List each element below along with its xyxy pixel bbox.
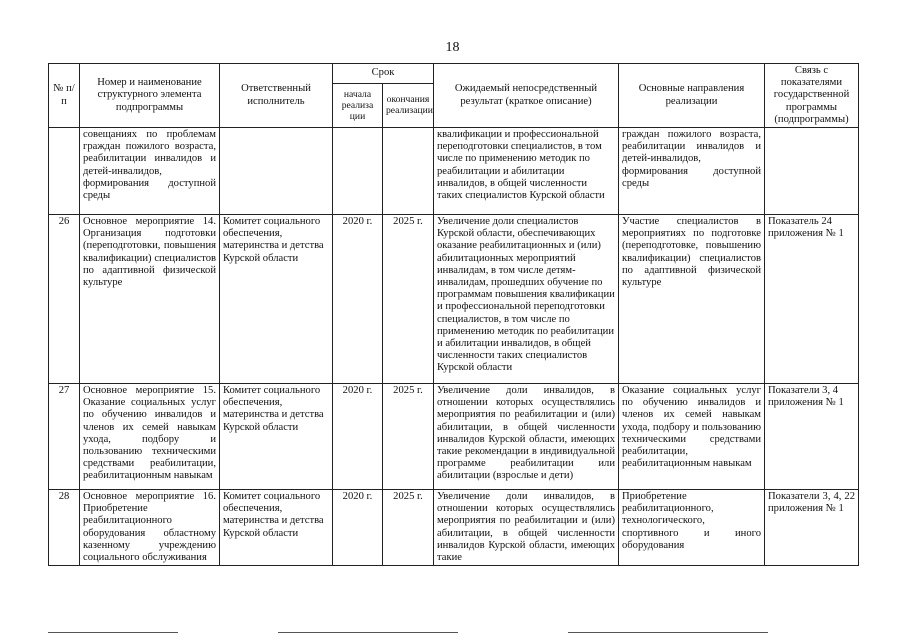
- row-result: Увеличение доли инвалидов, в отношении которых осуществлялись мероприятия по реабилитации и (или) абилитации, в общей численности инвалидов Курской области, имеющих такие рекомендации в индивидуальной программе реабилитации или абилитации (взрослые и дети): [434, 384, 619, 490]
- row-name: Основное мероприятие 16. Приобретение реабилитационного оборудования областному казенному учреждению социального обслуживания: [80, 490, 220, 566]
- row-name: Основное мероприятие 14. Организация подготовки (переподготовки, повышения квалификации) специалистов по адаптивной физической культуре: [80, 215, 220, 384]
- header-executor: Ответственный исполнитель: [220, 64, 333, 128]
- header-link: Связь с показателями государственной программы (подпрограммы): [765, 64, 859, 128]
- table-row: [49, 490, 859, 566]
- row-start: 2020 г.: [333, 215, 383, 384]
- row-name: Основное мероприятие 15. Оказание социальных услуг по обучению инвалидов и членов их семей навыкам ухода, подбору и пользованию техническими средствами реабилитации, реабилитационным навыкам: [80, 384, 220, 490]
- row-link: [765, 128, 859, 215]
- row-num: 27: [49, 384, 80, 490]
- row-directions: Оказание социальных услуг по обучению инвалидов и членов их семей навыкам ухода, подбору и пользованию техническими средствами реабилитации, реабилитационным навыкам: [619, 384, 765, 490]
- row-executor: [220, 128, 333, 215]
- row-directions: Участие специалистов в мероприятиях по подготовке (переподготовке, повышению квалификации) специалистов по адаптивной физической культуре: [619, 215, 765, 384]
- row-directions: Приобретение реабилитационного, технологического, спортивного и иного оборудования: [619, 490, 765, 566]
- row-start: 2020 г.: [333, 384, 383, 490]
- table-row: [49, 128, 859, 215]
- row-executor: Комитет социального обеспечения, материнства и детства Курской области: [220, 384, 333, 490]
- row-result: квалификации и профессиональной переподготовки специалистов, в том числе по применению методик по реабилитации и абилитации инвалидов, в общей численности таких специалистов Курской области: [434, 128, 619, 215]
- row-executor: Комитет социального обеспечения, материнства и детства Курской области: [220, 215, 333, 384]
- header-directions: Основные направления реализации: [619, 64, 765, 128]
- row-end: 2025 г.: [383, 490, 434, 566]
- program-table: [48, 63, 859, 566]
- table-row: [49, 384, 859, 490]
- row-link: Показатели 3, 4, 22 приложения № 1: [765, 490, 859, 566]
- row-executor: Комитет социального обеспечения, материнства и детства Курской области: [220, 490, 333, 566]
- row-start: 2020 г.: [333, 490, 383, 566]
- row-link: Показатели 3, 4 приложения № 1: [765, 384, 859, 490]
- row-start: [333, 128, 383, 215]
- bottom-edge-lines: [48, 632, 858, 633]
- row-num: 26: [49, 215, 80, 384]
- header-term-end: окончания реализации: [383, 83, 434, 127]
- row-result: Увеличение доли специалистов Курской области, обеспечивающих оказание реабилитационных и (или) абилитационных мероприятий инвалидам, в том числе детям-инвалидам, прошедших обучение по программам повышения квалификации и профессиональной переподготовки специалистов, в том числе по применению методик по реабилитации и абилитации инвалидов, в общей численности таких специалистов Курской области: [434, 215, 619, 384]
- row-name: совещаниях по проблемам граждан пожилого возраста, реабилитации инвалидов и детей-инвалидов, формирования доступной среды: [80, 128, 220, 215]
- row-result: Увеличение доли инвалидов, в отношении которых осуществлялись мероприятия по реабилитации и (или) абилитации, в общей численности инвалидов Курской области, имеющих такие: [434, 490, 619, 566]
- row-link: Показатель 24 приложения № 1: [765, 215, 859, 384]
- row-num: [49, 128, 80, 215]
- page-number: 18: [445, 40, 460, 55]
- header-term: Срок: [333, 64, 434, 84]
- header-subprogram: Номер и наименование структурного элемента подпрограммы: [80, 64, 220, 128]
- table-row: [49, 215, 859, 384]
- row-end: 2025 г.: [383, 384, 434, 490]
- row-directions: граждан пожилого возраста, реабилитации инвалидов и детей-инвалидов, формирования доступной среды: [619, 128, 765, 215]
- header-result: Ожидаемый непосредственный результат (краткое описание): [434, 64, 619, 128]
- header-num: № п/п: [49, 64, 80, 128]
- header-term-start: начала реализа ции: [333, 83, 383, 127]
- row-num: 28: [49, 490, 80, 566]
- row-end: 2025 г.: [383, 215, 434, 384]
- row-end: [383, 128, 434, 215]
